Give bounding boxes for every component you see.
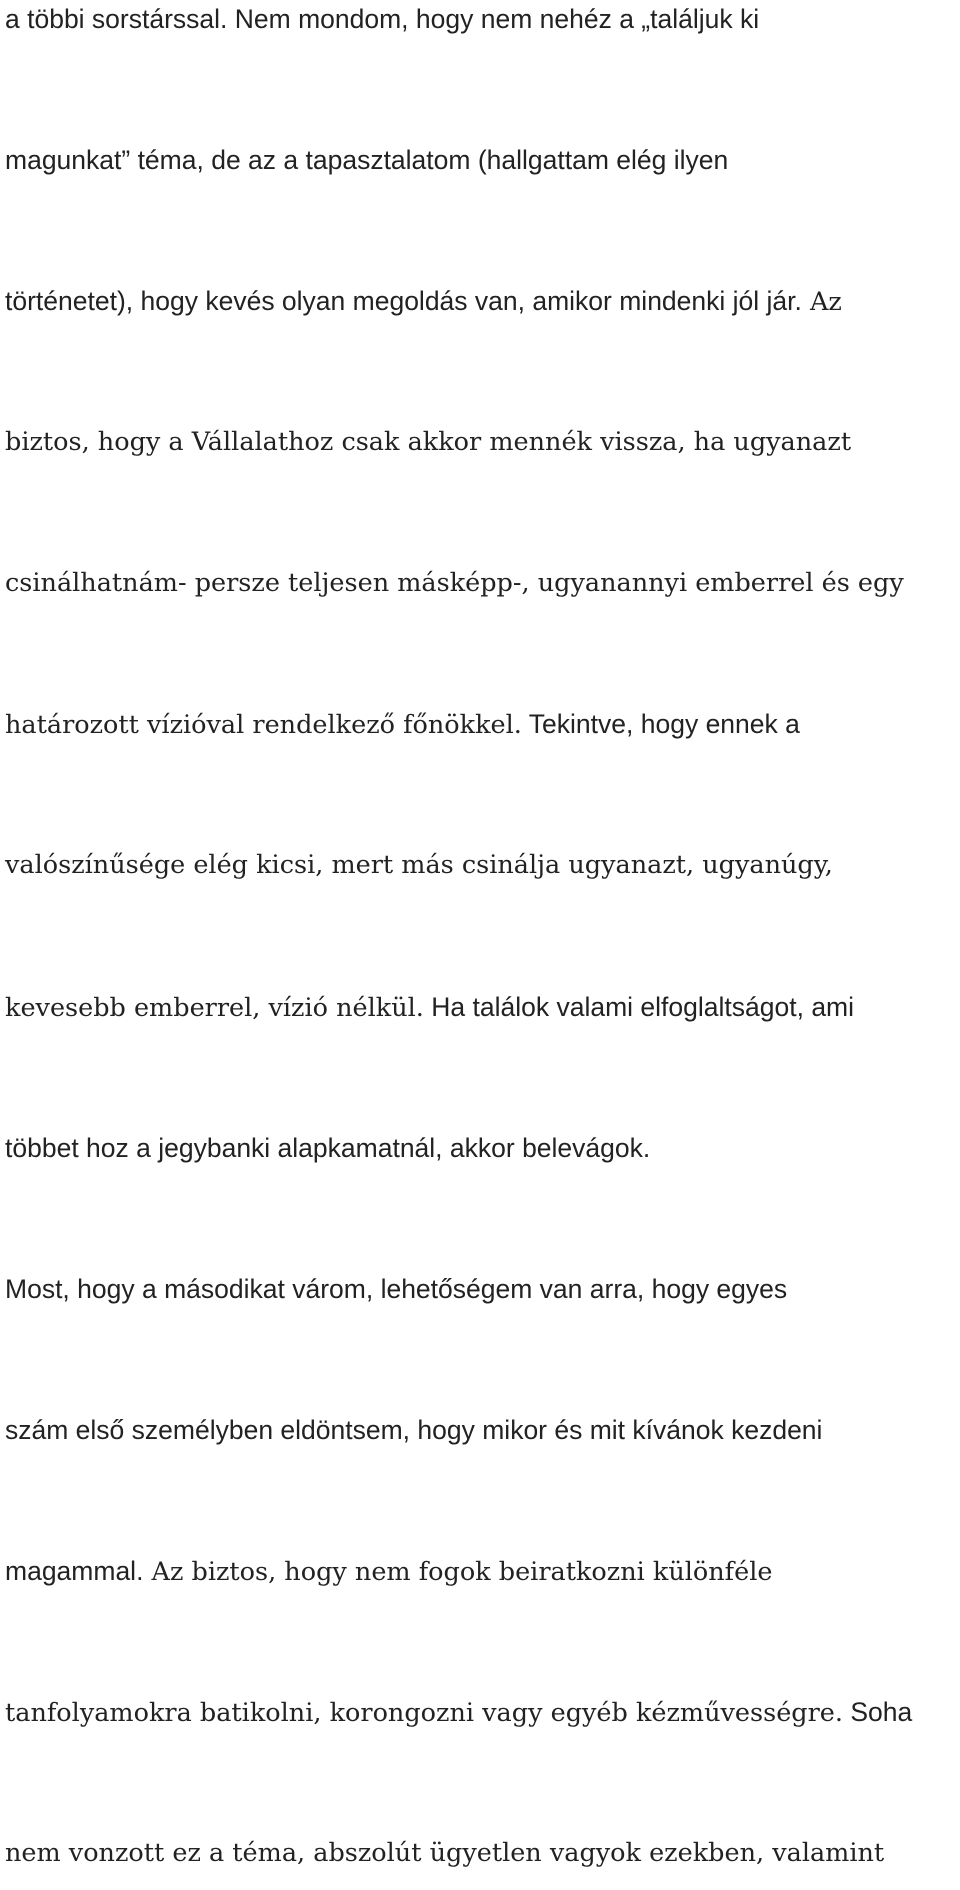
text-line-6	[5, 707, 960, 742]
text-line-1: a többi sorstárssal. Nem mondom, hogy nem nehéz a „találjuk ki	[5, 4, 760, 34]
text-line-12-part-2: Az biztos, hogy nem fogok beiratkozni különféle	[143, 1557, 773, 1587]
text-line-13-part-2: Soha	[843, 1697, 913, 1727]
text-line-12-part-1: magammal.	[5, 1556, 144, 1586]
text-line-13	[5, 1695, 960, 1730]
text-line-3-part-1: történetet), hogy kevés olyan megoldás van, amikor mindenki jól jár.	[5, 286, 802, 316]
text-line-11: szám első személyben eldöntsem, hogy mikor és mit kívánok kezdeni	[5, 1415, 823, 1445]
text-line-9: többet hoz a jegybanki alapkamatnál, akkor belevágok.	[5, 1133, 651, 1163]
text-line-3	[5, 284, 960, 319]
text-line-14: nem vonzott ez a téma, abszolút ügyetlen vagyok ezekben, valamint	[5, 1838, 885, 1868]
text-line-10: Most, hogy a másodikat várom, lehetőségem van arra, hogy egyes	[5, 1274, 788, 1304]
text-line-7: valószínűsége elég kicsi, mert más csinálja ugyanazt, ugyanúgy,	[5, 850, 833, 880]
text-line-12	[5, 1554, 960, 1589]
text-line-13-part-1: tanfolyamokra batikolni, korongozni vagy egyéb kézművességre.	[5, 1698, 843, 1728]
text-line-2: magunkat” téma, de az a tapasztalatom (hallgattam elég ilyen	[5, 145, 729, 175]
text-line-8-part-2: Ha találok valami elfoglaltságot, ami	[423, 992, 855, 1022]
text-line-6-part-2: Tekintve, hogy ennek a	[521, 709, 800, 739]
text-line-6-part-1: határozott vízióval rendelkező főnökkel.	[5, 710, 522, 740]
text-line-4: biztos, hogy a Vállalathoz csak akkor mennék vissza, ha ugyanazt	[5, 427, 852, 457]
text-line-8-part-1: kevesebb emberrel, vízió nélkül.	[5, 993, 424, 1023]
text-line-5: csinálhatnám- persze teljesen másképp-, ugyanannyi emberrel és egy	[5, 568, 904, 598]
text-line-8	[5, 990, 960, 1025]
text-line-3-part-2: Az	[801, 287, 842, 317]
